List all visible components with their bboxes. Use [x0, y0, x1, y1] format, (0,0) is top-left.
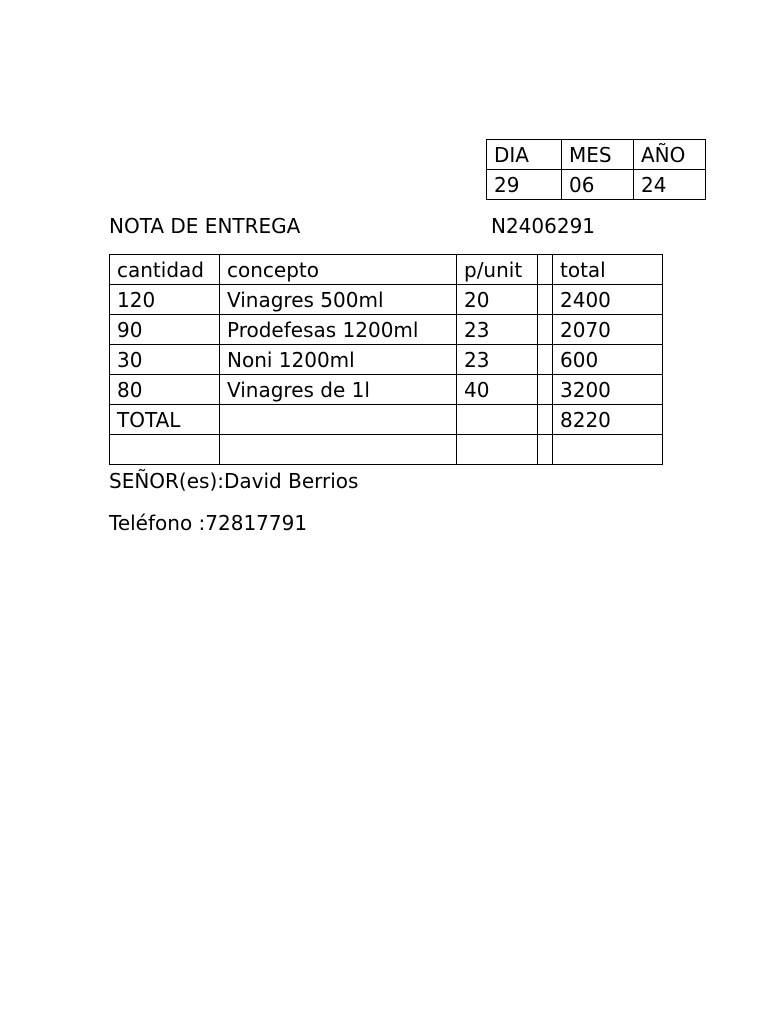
date-header-year: AÑO — [634, 140, 706, 170]
header-total: total — [553, 255, 663, 285]
date-header-month: MES — [562, 140, 634, 170]
cell-concepto: Vinagres 500ml — [220, 285, 457, 315]
cell-concepto: Noni 1200ml — [220, 345, 457, 375]
items-table — [109, 254, 663, 465]
cell-spacer — [538, 405, 553, 435]
cell-cantidad: 80 — [110, 375, 220, 405]
cell-cantidad: 90 — [110, 315, 220, 345]
cell-cantidad: 120 — [110, 285, 220, 315]
header-concepto: concepto — [220, 255, 457, 285]
total-label: TOTAL — [110, 405, 220, 435]
header-spacer — [538, 255, 553, 285]
date-value-year: 24 — [634, 170, 706, 200]
cell-spacer — [538, 435, 553, 465]
date-value-day: 29 — [487, 170, 562, 200]
items-header-row — [110, 255, 663, 285]
cell-concepto: Vinagres de 1l — [220, 375, 457, 405]
cell-total — [553, 435, 663, 465]
phone-line: Teléfono :72817791 — [109, 511, 308, 535]
cell-total: 3200 — [553, 375, 663, 405]
cell-spacer — [538, 285, 553, 315]
cell-cantidad — [110, 435, 220, 465]
cell-p-unit: 23 — [457, 345, 538, 375]
total-row — [110, 405, 663, 435]
date-table — [486, 139, 706, 200]
cell-spacer — [538, 375, 553, 405]
note-number: N2406291 — [491, 214, 596, 238]
cell-concepto — [220, 405, 457, 435]
cell-cantidad: 30 — [110, 345, 220, 375]
cell-concepto — [220, 435, 457, 465]
date-header-row — [487, 140, 706, 170]
header-cantidad: cantidad — [110, 255, 220, 285]
cell-p-unit — [457, 435, 538, 465]
cell-p-unit: 20 — [457, 285, 538, 315]
cell-p-unit: 23 — [457, 315, 538, 345]
cell-p-unit: 40 — [457, 375, 538, 405]
cell-p-unit — [457, 405, 538, 435]
header-p-unit: p/unit — [457, 255, 538, 285]
cell-total: 2070 — [553, 315, 663, 345]
table-row — [110, 345, 663, 375]
document-title: NOTA DE ENTREGA — [109, 214, 301, 238]
cell-total: 600 — [553, 345, 663, 375]
date-header-day: DIA — [487, 140, 562, 170]
cell-spacer — [538, 315, 553, 345]
cell-spacer — [538, 345, 553, 375]
date-value-month: 06 — [562, 170, 634, 200]
table-row — [110, 315, 663, 345]
cell-concepto: Prodefesas 1200ml — [220, 315, 457, 345]
table-row — [110, 375, 663, 405]
total-value: 8220 — [553, 405, 663, 435]
cell-total: 2400 — [553, 285, 663, 315]
customer-line: SEÑOR(es):David Berrios — [109, 469, 359, 493]
table-row — [110, 285, 663, 315]
date-value-row — [487, 170, 706, 200]
empty-row — [110, 435, 663, 465]
